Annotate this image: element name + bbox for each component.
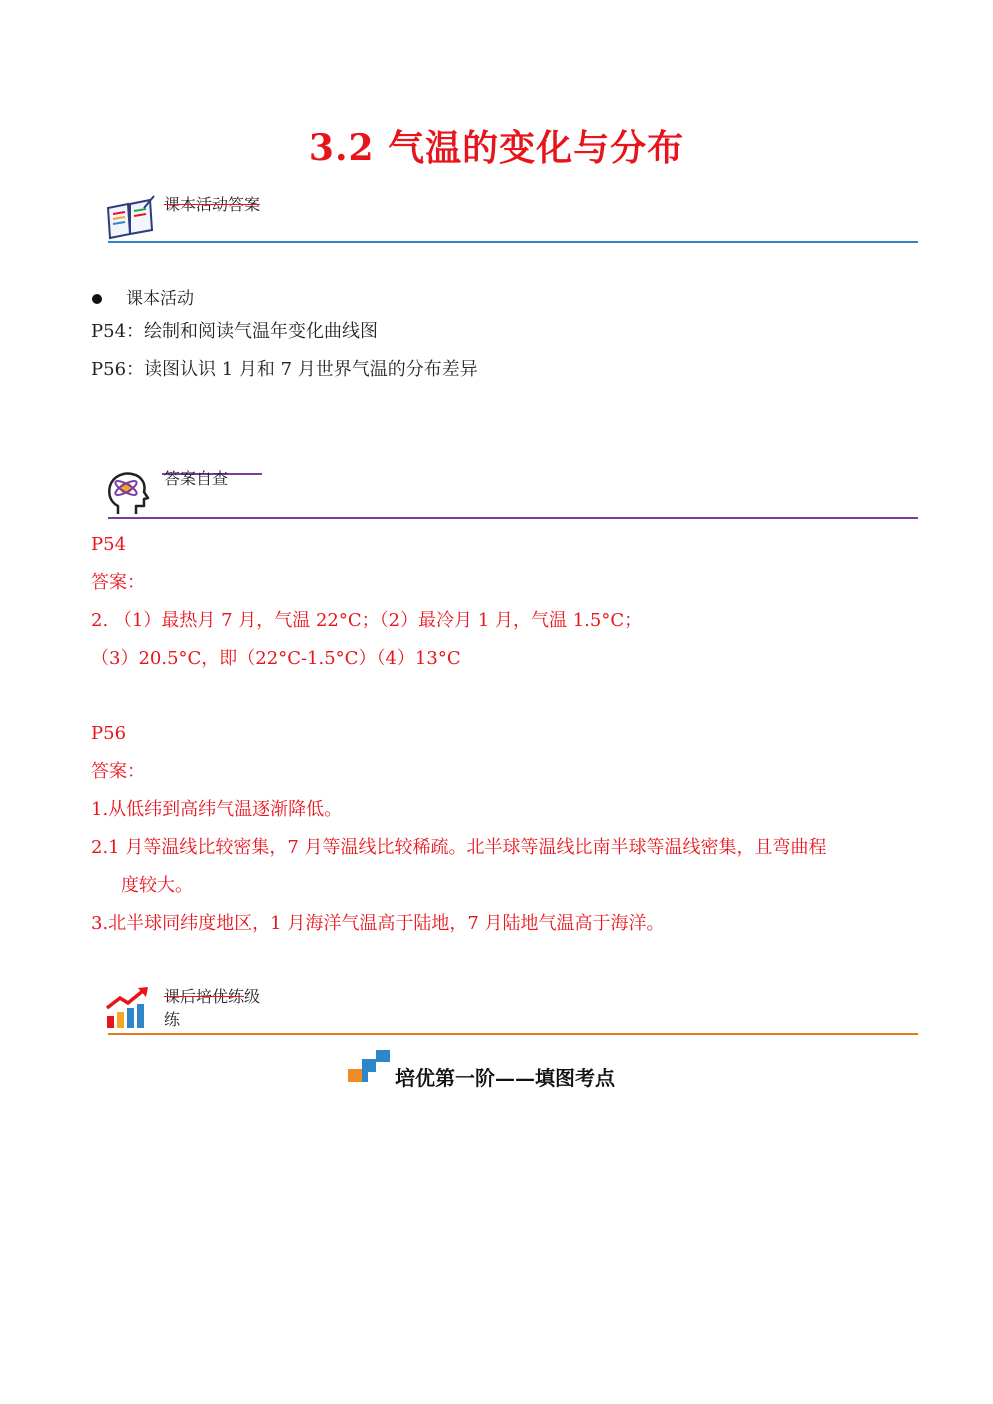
head-brain-icon xyxy=(104,468,152,518)
section-label-practice xyxy=(164,986,260,1008)
p54-answer-line-1: 2. （1）最热月 7 月，气温 22°C；（2）最冷月 1 月，气温 1.5°C； xyxy=(91,610,643,631)
p54-page-label: P54 xyxy=(91,534,127,555)
open-book-icon xyxy=(104,194,156,240)
section-label-answer-check: 答案自查 xyxy=(164,469,229,488)
stairs-icon xyxy=(347,1049,391,1083)
growth-chart-icon xyxy=(104,986,152,1030)
subheading: 培优第一阶——填图考点 xyxy=(395,1066,615,1090)
p56-answer-label: 答案： xyxy=(91,761,145,782)
p54-answer-line-2: （3）20.5°C，即（22°C-1.5°C）（4）13°C xyxy=(91,648,461,669)
section-divider-blue xyxy=(108,241,918,243)
p56-answer-line-3: 3.北半球同纬度地区，1 月海洋气温高于陆地，7 月陆地气温高于海洋。 xyxy=(91,913,665,934)
bullet-dot xyxy=(92,294,102,304)
section-label-practice-line2: 练 xyxy=(164,1010,181,1029)
bullet-label: 课本活动 xyxy=(126,289,194,309)
activity-line-p56: P56：读图认识 1 月和 7 月世界气温的分布差异 xyxy=(91,359,478,380)
p56-answer-line-2-cont: 度较大。 xyxy=(121,875,193,896)
section-label-textbook-answers: 课本活动答案 xyxy=(164,195,261,214)
section-divider-orange xyxy=(108,1033,918,1035)
p56-answer-line-1: 1.从低纬到高纬气温逐渐降低。 xyxy=(91,799,343,820)
bullet-heading xyxy=(92,284,194,309)
p54-answer-label: 答案： xyxy=(91,572,145,593)
section-divider-purple xyxy=(108,517,918,519)
section-label-practice-black: 级 xyxy=(244,987,261,1006)
page-title: 3.2 气温的变化与分布 xyxy=(308,127,685,169)
p56-page-label: P56 xyxy=(91,723,127,744)
activity-line-p54: P54：绘制和阅读气温年变化曲线图 xyxy=(91,321,379,342)
section-label-practice-red: 课后培优练 xyxy=(164,987,245,1006)
p56-answer-line-2: 2.1 月等温线比较密集，7 月等温线比较稀疏。北半球等温线比南半球等温线密集，且弯曲程 xyxy=(91,837,827,858)
